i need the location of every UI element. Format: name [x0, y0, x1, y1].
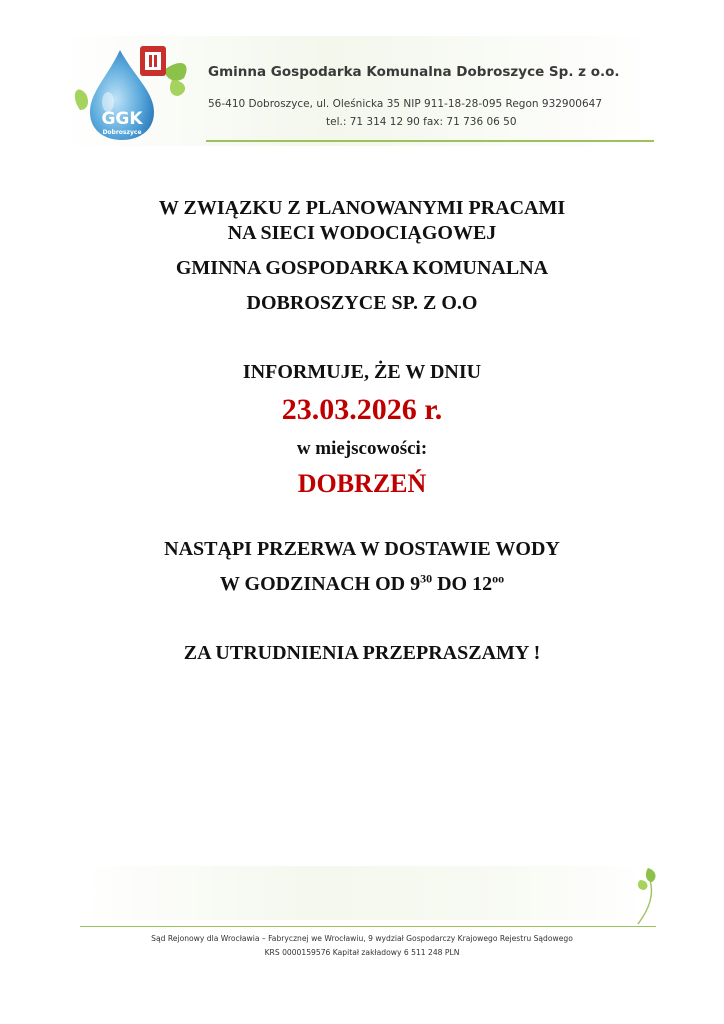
notice-apology: ZA UTRUDNIENIA PRZEPRASZAMY ! [183, 641, 541, 664]
footer-krs-capital: KRS 0000159576 Kapitał zakładowy 6 511 248 PLN [264, 948, 460, 957]
notice-outage: NASTĄPI PRZERWA W DOSTAWIE WODY [164, 537, 560, 560]
company-name: Gminna Gospodarka Komunalna Dobroszyce Sp. z o.o. [208, 64, 620, 80]
footer-court-registration: Sąd Rejonowy dla Wrocławia – Fabrycznej we Wrocławiu, 9 wydział Gospodarczy Krajowego Rejestru Sądowego [151, 934, 573, 943]
notice-hours-to-minutes: oo [492, 571, 505, 586]
header-divider [206, 140, 654, 142]
notice-hours-mid: DO 12 [432, 572, 493, 595]
logo-text: GGK [101, 109, 143, 129]
leaf-icon [628, 864, 658, 926]
notice-hours [0, 572, 724, 597]
footer-divider [80, 926, 656, 927]
notice-locality: DOBRZEŃ [297, 469, 427, 499]
footer-band [80, 866, 650, 920]
notice-line-3: GMINNA GOSPODARKA KOMUNALNA [175, 257, 549, 279]
notice-line-1: W ZWIĄZKU Z PLANOWANYMI PRACAMI [158, 197, 566, 219]
notice-hours-from-minutes: 30 [420, 571, 433, 586]
notice-locality-label: w miejscowości: [296, 437, 428, 459]
notice-hours-prefix: W GODZINACH OD 9 [219, 572, 421, 595]
company-contact: tel.: 71 314 12 90 fax: 71 736 06 50 [326, 116, 517, 128]
notice-line-4: DOBROSZYCE SP. Z O.O [246, 292, 478, 314]
leaf-icon [164, 63, 187, 81]
notice-informs: INFORMUJE, ŻE W DNIU [242, 361, 482, 383]
leaf-icon [170, 80, 185, 96]
water-outage-notice [0, 196, 724, 666]
letterhead [60, 36, 660, 148]
logo-subtext: Dobroszyce [102, 129, 142, 136]
company-address: 56-410 Dobroszyce, ul. Oleśnicka 35 NIP 911-18-28-095 Regon 932900647 [208, 98, 603, 110]
ggk-water-drop-logo [68, 40, 198, 144]
leaf-icon [75, 89, 88, 110]
notice-line-2: NA SIECI WODOCIĄGOWEJ [227, 222, 497, 244]
notice-date: 23.03.2026 r. [281, 393, 443, 426]
